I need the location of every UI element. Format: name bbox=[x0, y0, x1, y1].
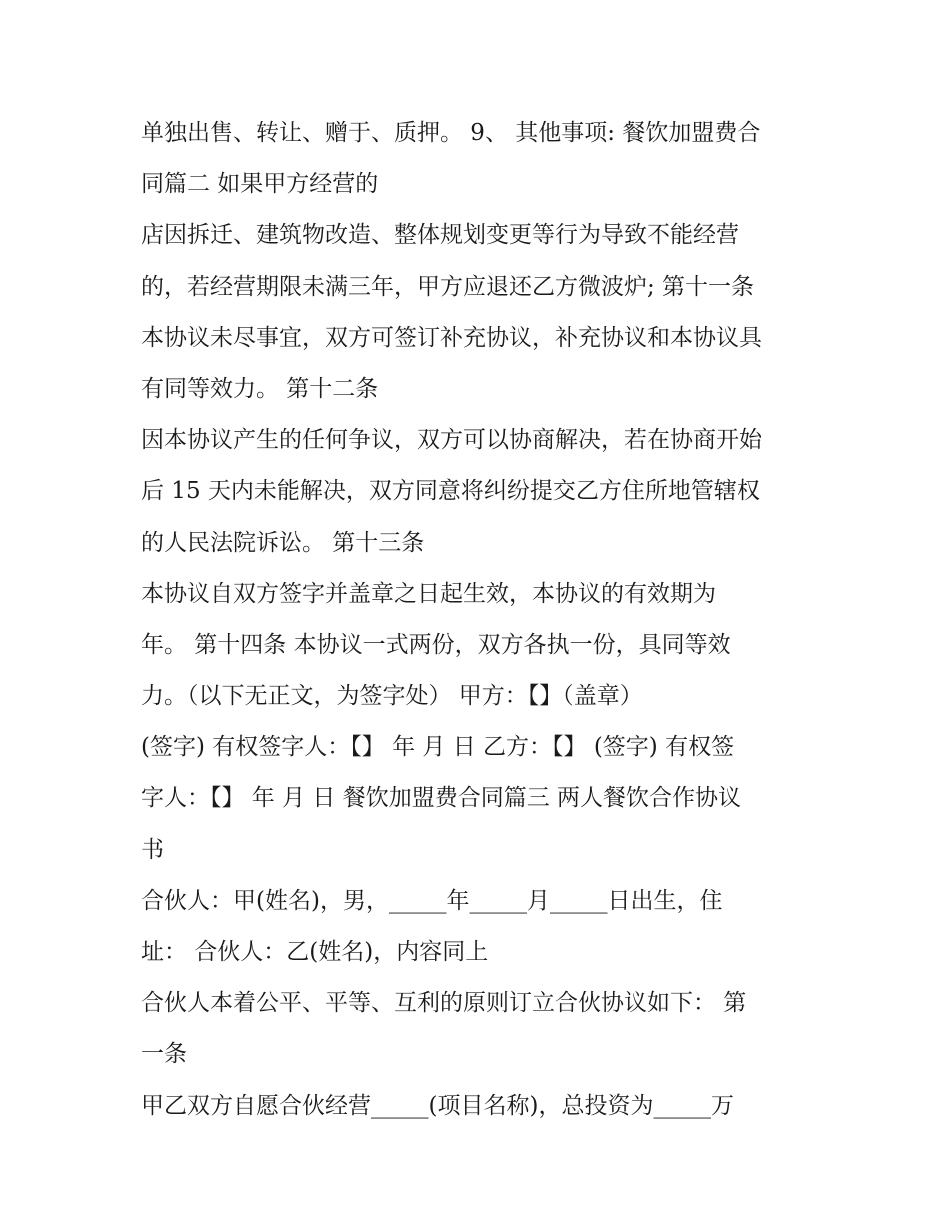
text-line: 因本协议产生的任何争议，双方可以协商解决，若在协商开始 bbox=[141, 427, 762, 454]
text-line: 一条 bbox=[141, 1041, 187, 1068]
text-line: 本协议未尽事宜，双方可签订补充协议，补充协议和本协议具 bbox=[141, 324, 762, 351]
text-line: (签字) 有权签字人：【】 年 月 日 乙方：【】 (签字) 有权签 bbox=[141, 734, 735, 761]
text-line: 店因拆迁、建筑物改造、整体规划变更等行为导致不能经营 bbox=[141, 222, 739, 249]
text-line: 力。（以下无正文，为签字处） 甲方：【】（盖章） bbox=[141, 683, 643, 710]
contract-text bbox=[141, 108, 821, 1132]
text-line: 单独出售、转让、赠于、质押。 9、 其他事项: 餐饮加盟费合 bbox=[141, 120, 761, 146]
text-line: 年。 第十四条 本协议一式两份，双方各执一份，具同等效 bbox=[141, 631, 731, 658]
text-line: 后 15 天内未能解决，双方同意将纠纷提交乙方住所地管辖权 bbox=[141, 478, 760, 505]
text-line: 的，若经营期限未满三年，甲方应退还乙方微波炉; 第十一条 bbox=[141, 273, 755, 300]
text-line: 合伙人：甲(姓名)，男，_____年_____月_____日出生，住 bbox=[141, 887, 723, 914]
text-line: 同篇二 如果甲方经营的 bbox=[141, 171, 379, 198]
text-line: 甲乙双方自愿合伙经营_____(项目名称)，总投资为_____万 bbox=[141, 1092, 734, 1119]
text-line: 的人民法院诉讼。 第十三条 bbox=[141, 529, 425, 556]
text-line: 址： 合伙人：乙(姓名)，内容同上 bbox=[141, 939, 489, 965]
text-line: 本协议自双方签字并盖章之日起生效，本协议的有效期为 bbox=[141, 580, 716, 607]
text-line: 合伙人本着公平、平等、互利的原则订立合伙协议如下： 第 bbox=[141, 990, 747, 1017]
text-line: 有同等效力。 第十二条 bbox=[141, 375, 379, 402]
text-line: 书 bbox=[141, 836, 164, 863]
text-line: 字人：【】 年 月 日 餐饮加盟费合同篇三 两人餐饮合作协议 bbox=[141, 785, 742, 812]
